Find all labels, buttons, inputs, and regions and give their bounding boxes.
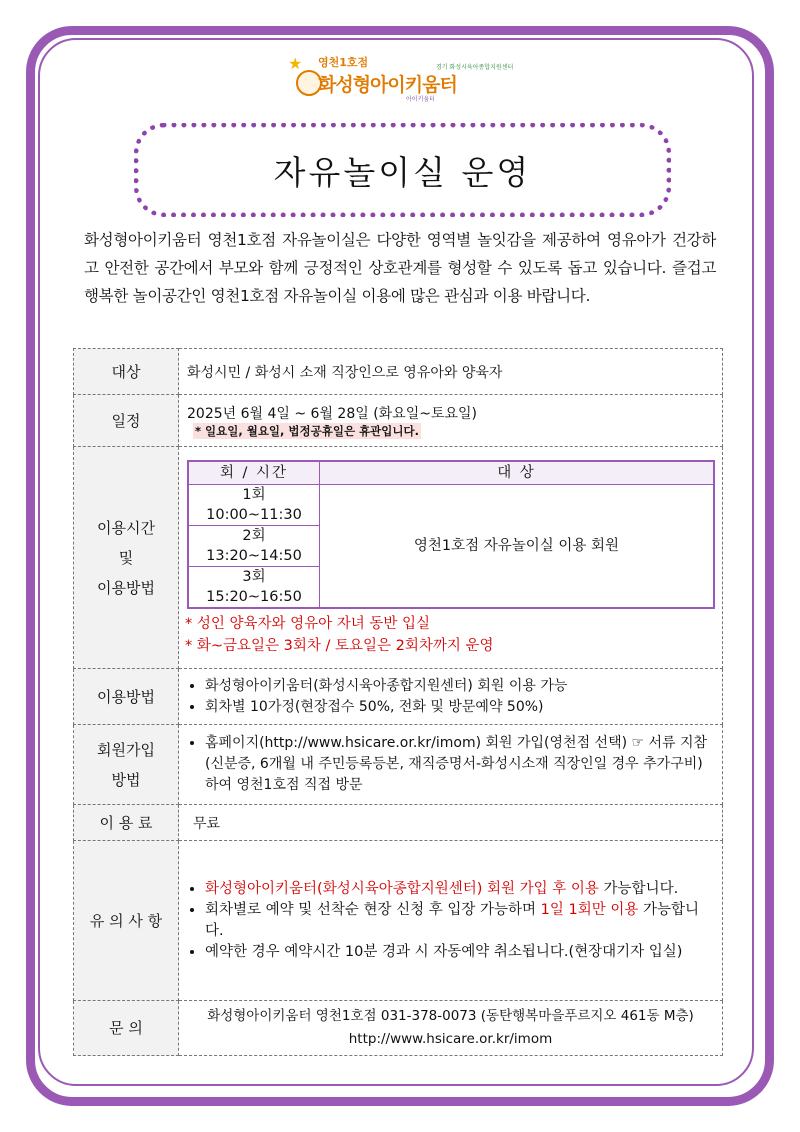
- row-target: [74, 349, 723, 395]
- time-slot: [188, 567, 320, 609]
- row-caution: [74, 841, 723, 1001]
- label-fee: 이 용 료: [74, 805, 179, 841]
- slot-time: 13:20~14:50: [206, 548, 302, 564]
- value-contact: [179, 1001, 723, 1056]
- row-method: [74, 669, 723, 725]
- label-time-3: 이용방법: [97, 578, 155, 597]
- caution-1-highlight: 화성형아이키움터(화성시육아종합지원센터) 회원 가입 후 이용: [205, 880, 599, 897]
- value-target: 화성시민 / 화성시 소재 직장인으로 영유아와 양육자: [179, 349, 723, 395]
- value-schedule: [179, 395, 723, 447]
- caution-2-post: 가능합니다.: [205, 901, 699, 939]
- label-join: [74, 725, 179, 805]
- schedule-dates: 2025년 6월 4일 ~ 6월 28일 (화요일~토요일): [187, 405, 478, 422]
- caution-item: [205, 879, 714, 900]
- row-join: [74, 725, 723, 805]
- label-time-1: 이용시간: [97, 518, 155, 537]
- label-schedule: 일정: [74, 395, 179, 447]
- value-fee: 무료: [179, 805, 723, 841]
- label-contact: 문 의: [74, 1001, 179, 1056]
- value-caution: [179, 841, 723, 1001]
- slot-round: 3회: [242, 569, 266, 585]
- time-table: [187, 460, 715, 609]
- time-note-2: * 화~금요일은 3회차 / 토요일은 2회차까지 운영: [185, 638, 494, 654]
- slot-round: 2회: [242, 528, 266, 544]
- logo-name: 화성형아이키움터: [318, 74, 457, 96]
- time-slot: [188, 485, 320, 526]
- slot-time: 15:20~16:50: [206, 589, 302, 605]
- label-join-1: 회원가입: [97, 740, 155, 759]
- contact-address: 화성형아이키움터 영천1호점 031-378-0073 (동탄행복마을푸르지오 461동 M층): [207, 1008, 694, 1024]
- label-time: [74, 447, 179, 669]
- info-table: [73, 348, 723, 1056]
- label-caution: 유 의 사 항: [74, 841, 179, 1001]
- value-method: [179, 669, 723, 725]
- time-slot: [188, 526, 320, 567]
- value-time: [179, 447, 723, 669]
- logo-branch: 영천1호점: [318, 56, 369, 69]
- label-time-2: 및: [118, 548, 134, 567]
- caution-2-highlight: 1일 1회만 이용: [540, 901, 639, 918]
- row-schedule: [74, 395, 723, 447]
- star-icon: ★: [288, 54, 303, 73]
- logo-sub: 아이키움터: [406, 96, 435, 103]
- intro-paragraph: 화성형아이키움터 영천1호점 자유놀이실은 다양한 영역별 놀잇감을 제공하여 영유아가 건강하고 안전한 공간에서 부모와 함께 긍정적인 상호관계를 형성할 수 있도록 돕고 있습니다. 즐겁고 행복한 놀이공간인 영천1호점 자유놀이실 이용에 많은 관심과 이용 바랍니다.: [84, 231, 716, 305]
- time-table-target: 영천1호점 자유놀이실 이용 회원: [320, 485, 715, 609]
- method-item: • 회차별 10가정(현장접수 50%, 전화 및 방문예약 50%): [205, 697, 714, 718]
- method-item: • 화성형아이키움터(화성시육아종합지원센터) 회원 이용 가능: [205, 676, 714, 697]
- logo: [288, 52, 516, 108]
- time-note-1: * 성인 양육자와 영유아 자녀 동반 입실: [185, 616, 431, 632]
- slot-round: 1회: [242, 487, 266, 503]
- page-title: 자유놀이실 운영: [273, 152, 532, 192]
- row-time: [74, 447, 723, 669]
- time-table-header-target: 대 상: [320, 461, 715, 485]
- label-target: 대상: [74, 349, 179, 395]
- title-box: [134, 123, 671, 217]
- logo-org: 경기 화성시육아종합지원센터: [436, 64, 514, 71]
- caution-2-pre: 회차별로 예약 및 선착순 현장 신청 후 입장 가능하며: [205, 901, 541, 918]
- label-join-2: 방법: [111, 770, 141, 789]
- slot-time: 10:00~11:30: [206, 507, 302, 523]
- contact-url[interactable]: http://www.hsicare.or.kr/imom: [348, 1031, 553, 1047]
- caution-item: [205, 900, 714, 942]
- time-table-header-slot: 회 / 시간: [188, 461, 320, 485]
- schedule-note: * 일요일, 월요일, 법정공휴일은 휴관입니다.: [195, 423, 419, 438]
- caution-1-rest: 가능합니다.: [598, 880, 679, 897]
- label-method: 이용방법: [74, 669, 179, 725]
- row-contact: [74, 1001, 723, 1056]
- value-join: [179, 725, 723, 805]
- row-fee: [74, 805, 723, 841]
- join-text: • 홈페이지(http://www.hsicare.or.kr/imom) 회원 가입(영천점 선택) ☞ 서류 지참(신분증, 6개월 내 주민등록등본, 재직증명서-화성시소재 직장인일 경우 추가구비)하여 영천1호점 직접 방문: [205, 733, 714, 796]
- caution-item: • 예약한 경우 예약시간 10분 경과 시 자동예약 취소됩니다.(현장대기자 입실): [205, 942, 714, 963]
